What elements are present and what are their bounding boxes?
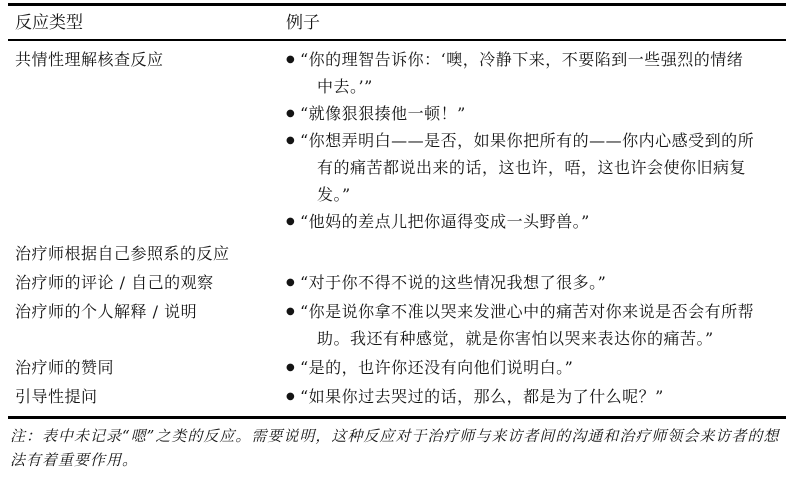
row-label: 共情性理解核查反应 bbox=[15, 50, 164, 69]
example-item bbox=[286, 127, 758, 208]
table-body bbox=[8, 41, 786, 416]
bullet-icon: ● bbox=[286, 216, 295, 227]
example-text: “就像狠狠揍他一顿！” bbox=[300, 104, 466, 123]
bullet-icon: ● bbox=[286, 108, 295, 119]
response-types-table bbox=[8, 3, 786, 419]
table-row bbox=[8, 46, 786, 235]
note-text: 注：表中未记录“嗯”之类的反应。需要说明，这种反应对于治疗师与来访者间的沟通和治疗师领会来访者的想法有着重要作用。 bbox=[10, 427, 780, 469]
example-text: “你是说你拿不准以哭来发泄心中的痛苦对你来说是否会有所帮助。我还有种感觉，就是你害怕以哭来表达你的痛苦。” bbox=[300, 302, 755, 348]
row-label: 引导性提问 bbox=[15, 387, 98, 406]
table-row bbox=[8, 383, 786, 410]
bullet-icon: ● bbox=[286, 54, 295, 65]
table-header bbox=[8, 6, 786, 41]
example-text: “你的理智告诉你：‘噢，冷静下来，不要陷到一些强烈的情绪中去。’” bbox=[300, 50, 744, 96]
example-text: “你想弄明白——是否，如果你把所有的——你内心感受到的所有的痛苦都说出来的话，这也许，唔，这也许会使你旧病复发。” bbox=[300, 131, 755, 204]
table-note bbox=[8, 424, 786, 472]
examples-list bbox=[286, 46, 786, 235]
example-text: “对于你不得不说的这些情况我想了很多。” bbox=[300, 273, 607, 292]
row-label: 治疗师根据自己参照系的反应 bbox=[15, 244, 230, 263]
example-item bbox=[286, 298, 758, 352]
bullet-icon: ● bbox=[286, 362, 295, 373]
table-row bbox=[8, 298, 786, 352]
examples-list bbox=[286, 383, 786, 410]
bullet-icon: ● bbox=[286, 135, 295, 146]
example-text: “他妈的差点儿把你逼得变成一头野兽。” bbox=[300, 212, 590, 231]
bullet-icon: ● bbox=[286, 391, 295, 402]
bullet-icon: ● bbox=[286, 277, 295, 288]
example-item bbox=[286, 383, 758, 410]
example-item bbox=[286, 100, 758, 127]
example-item bbox=[286, 208, 758, 235]
row-label: 治疗师的评论 / 自己的观察 bbox=[15, 273, 214, 292]
row-label: 治疗师的个人解释 / 说明 bbox=[15, 302, 198, 321]
examples-list bbox=[286, 269, 786, 296]
example-item bbox=[286, 269, 758, 296]
bullet-icon: ● bbox=[286, 306, 295, 317]
examples-list bbox=[286, 298, 786, 352]
examples-list bbox=[286, 354, 786, 381]
header-cell-examples: 例子 bbox=[286, 13, 320, 33]
example-item bbox=[286, 46, 758, 100]
table-row bbox=[8, 269, 786, 296]
row-label: 治疗师的赞同 bbox=[15, 358, 115, 377]
example-item bbox=[286, 354, 758, 381]
table-row bbox=[8, 354, 786, 381]
table-row bbox=[8, 240, 786, 267]
header-cell-response-type: 反应类型 bbox=[15, 13, 83, 33]
example-text: “如果你过去哭过的话，那么，都是为了什么呢？” bbox=[300, 387, 664, 406]
example-text: “是的，也许你还没有向他们说明白。” bbox=[300, 358, 574, 377]
